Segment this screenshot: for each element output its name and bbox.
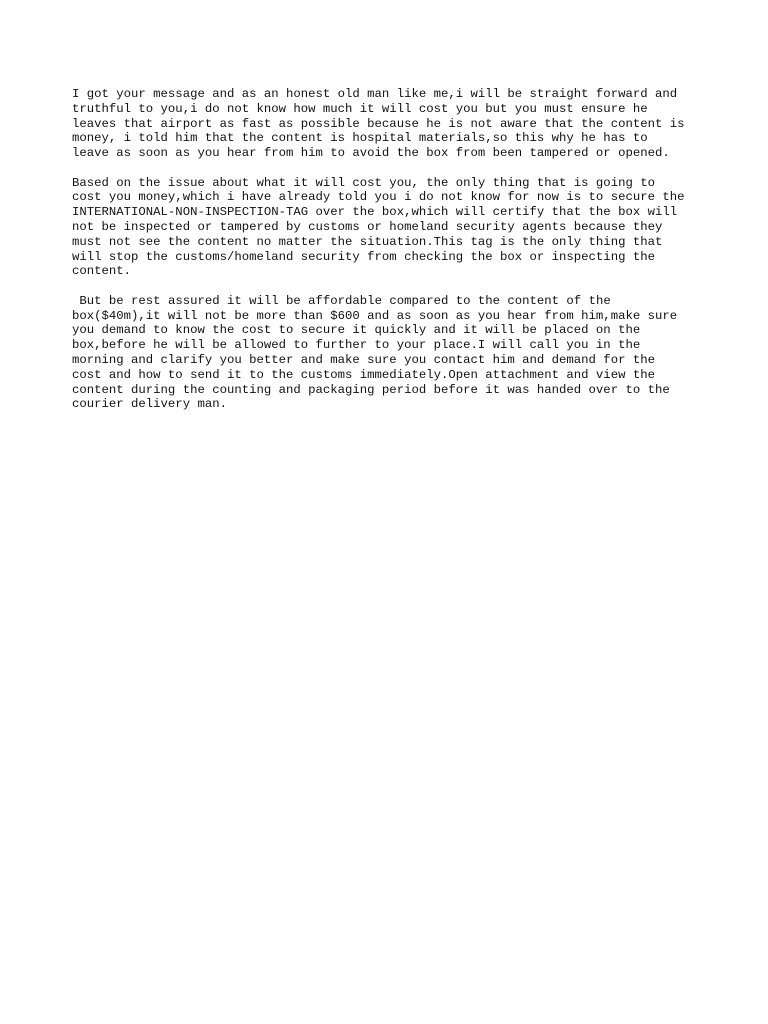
paragraph-1: I got your message and as an honest old man like me,i will be straight forward and truthful to you,i do not know how much it will cost you but you must ensure he leaves that airport as fast as possible because he is not aware that the content is money, i told him that the content is hospital materials,so this why he has to leave as soon as you hear from him to avoid the box from been tampered or opened. bbox=[72, 87, 685, 161]
document-body bbox=[72, 87, 712, 427]
paragraph-3: But be rest assured it will be affordable compared to the content of the box($40m),it will not be more than $600 and as soon as you hear from him,make sure you demand to know the cost to secure it quickly and it will be placed on the box,before he will be allowed to further to your place.I will call you in the morning and clarify you better and make sure you contact him and demand for the cost and how to send it to the customs immediately.Open attachment and view the content during the counting and packaging period before it was handed over to the courier delivery man. bbox=[72, 293, 678, 412]
paragraph-2: Based on the issue about what it will cost you, the only thing that is going to cost you money,which i have already told you i do not know for now is to secure the INTERNATIONAL-NON-INSPECTION-TAG over the box,which will certify that the box will not be inspected or tampered by customs or homeland security agents because they must not see the content no matter the situation.This tag is the only thing that will stop the customs/homeland security from checking the box or inspecting the content. bbox=[72, 175, 685, 279]
